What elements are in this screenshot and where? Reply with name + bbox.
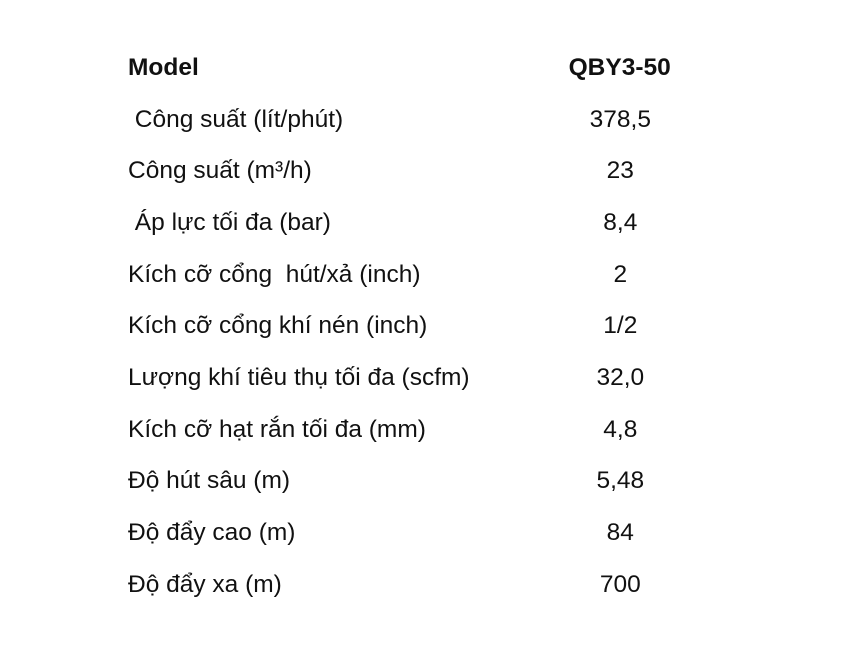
header-label: Model: [128, 53, 199, 81]
row-label: Công suất (lít/phút): [128, 105, 344, 133]
row-label: Độ hút sâu (m): [128, 467, 291, 495]
table-row: [128, 507, 728, 559]
row-value: 2: [613, 260, 628, 288]
table-row: [128, 456, 728, 508]
row-value: 84: [606, 519, 634, 547]
row-label: Áp lực tối đa (bar): [128, 208, 331, 236]
spec-table: [128, 42, 728, 611]
row-label: Kích cỡ cổng khí nén (inch): [128, 312, 428, 340]
row-value: 4,8: [603, 415, 638, 443]
row-value: 23: [606, 157, 634, 185]
row-label: Kích cỡ cổng hút/xả (inch): [128, 260, 421, 288]
table-row: [128, 249, 728, 301]
row-value: 700: [599, 570, 641, 598]
row-value: 1/2: [603, 312, 638, 340]
header-value: QBY3-50: [568, 53, 671, 81]
row-value: 5,48: [596, 467, 645, 495]
row-label: Kích cỡ hạt rắn tối đa (mm): [128, 415, 426, 443]
table-row: [128, 404, 728, 456]
row-value: 8,4: [603, 208, 638, 236]
table-row: [128, 197, 728, 249]
table-row: [128, 145, 728, 197]
row-value: 378,5: [589, 105, 651, 133]
table-row: [128, 94, 728, 146]
row-label: Độ đẩy cao (m): [128, 519, 296, 547]
table-row: [128, 352, 728, 404]
table-row: [128, 559, 728, 611]
row-value: 32,0: [596, 363, 645, 391]
row-label: Độ đẩy xa (m): [128, 570, 282, 598]
row-label: Lượng khí tiêu thụ tối đa (scfm): [128, 363, 470, 391]
table-row: [128, 300, 728, 352]
row-label: Công suất (m³/h): [128, 157, 312, 185]
table-header-row: [128, 42, 728, 94]
